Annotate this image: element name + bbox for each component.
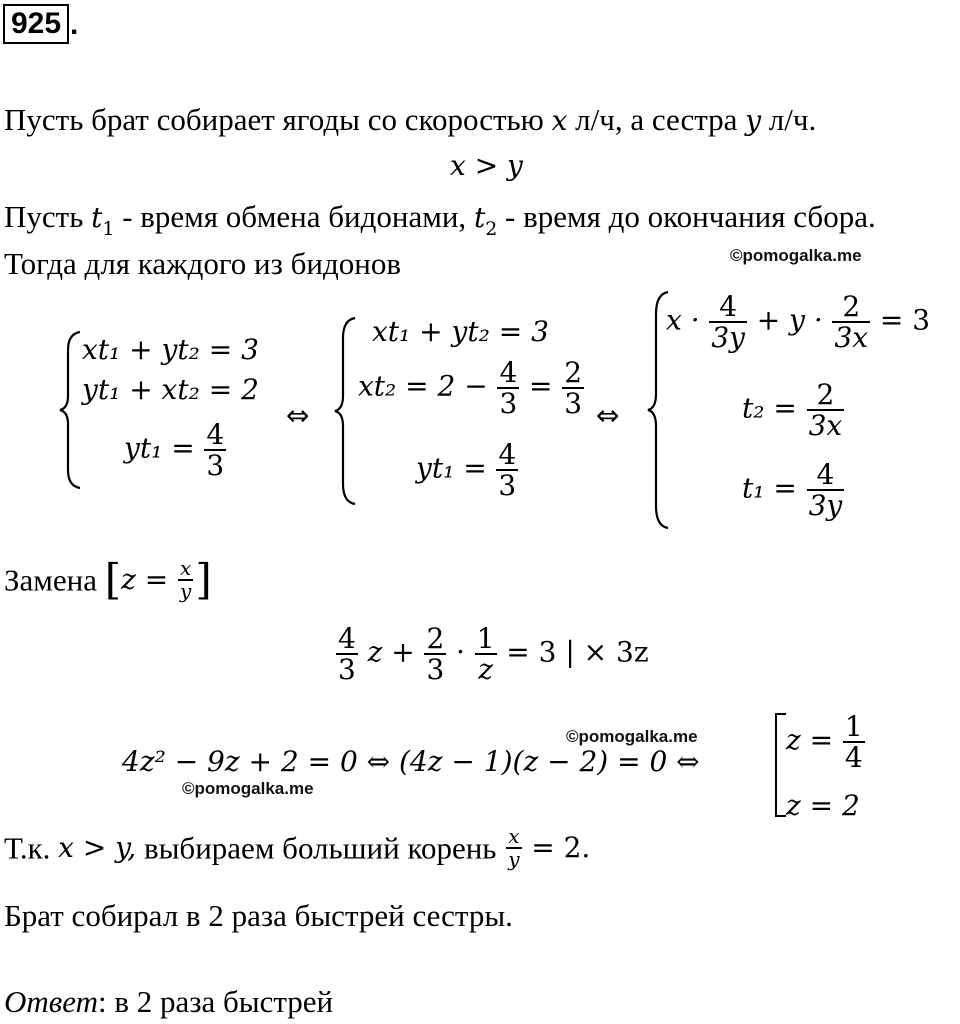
system1-row3: yt₁ = $\frac{4}{3}$ — [124, 418, 225, 483]
watermark: ©pomogalka.me — [730, 246, 862, 265]
substitution-line: Замена [z = $\frac{x}{y}$ ] — [4, 555, 212, 604]
watermark: ©pomogalka.me — [566, 727, 698, 746]
equation-1: $\frac{4}{3}$ z + $\frac{2}{3}$ · $\frac{1}{z}$ = 3 | × 3z — [338, 622, 649, 687]
inequality: x > y — [450, 149, 523, 182]
answer-line: Ответ: в 2 раза быстрей — [4, 984, 334, 1019]
system3-row2: t₂ = $\frac{2}{3x}$ — [742, 378, 843, 443]
system3-row3: t₁ = $\frac{4}{3y}$ — [742, 458, 843, 523]
system1-row2: yt₁ + xt₂ = 2 — [82, 373, 259, 406]
intro-line: Пусть брат собирает ягоды со скоростью x л/ч, а сестра y л/ч. — [4, 102, 817, 137]
problem-number: 925 — [3, 4, 69, 44]
problem-number-dot: . — [70, 8, 79, 41]
system2-row1: xt₁ + yt₂ = 3 — [372, 315, 549, 348]
brace-system-2 — [333, 316, 359, 506]
brace-system-1 — [58, 330, 84, 490]
root-2: z = 2 — [786, 789, 860, 822]
times-line: Пусть $t_1$ - время обмена бидонами, $t_2$ - время до окончания сбора. — [4, 199, 876, 240]
root-1: z = $\frac{1}{4}$ — [786, 710, 863, 775]
system3-row1: x · $\frac{4}{3y}$ + y · $\frac{2}{3x}$ = 3 — [666, 290, 931, 355]
watermark: ©pomogalka.me — [182, 779, 314, 798]
iff-symbol: ⇔ — [596, 399, 620, 432]
equation-2: 4z² − 9z + 2 = 0 ⇔ (4z − 1)(z − 2) = 0 ⇔ — [122, 745, 700, 778]
conclusion: Брат собирал в 2 раза быстрей сестры. — [4, 898, 513, 933]
system1-row1: xt₁ + yt₂ = 3 — [82, 333, 259, 366]
system2-row2: xt₂ = 2 − $\frac{4}{3}$ = $\frac{2}{3}$ — [358, 356, 583, 421]
system2-row3: yt₁ = $\frac{4}{3}$ — [416, 438, 517, 503]
choose-line: Т.к. x > y, выбираем больший корень $\frac{x}{y}$ = 2. — [4, 824, 591, 871]
then-line: Тогда для каждого из бидонов — [4, 246, 401, 281]
iff-symbol: ⇔ — [286, 399, 310, 432]
